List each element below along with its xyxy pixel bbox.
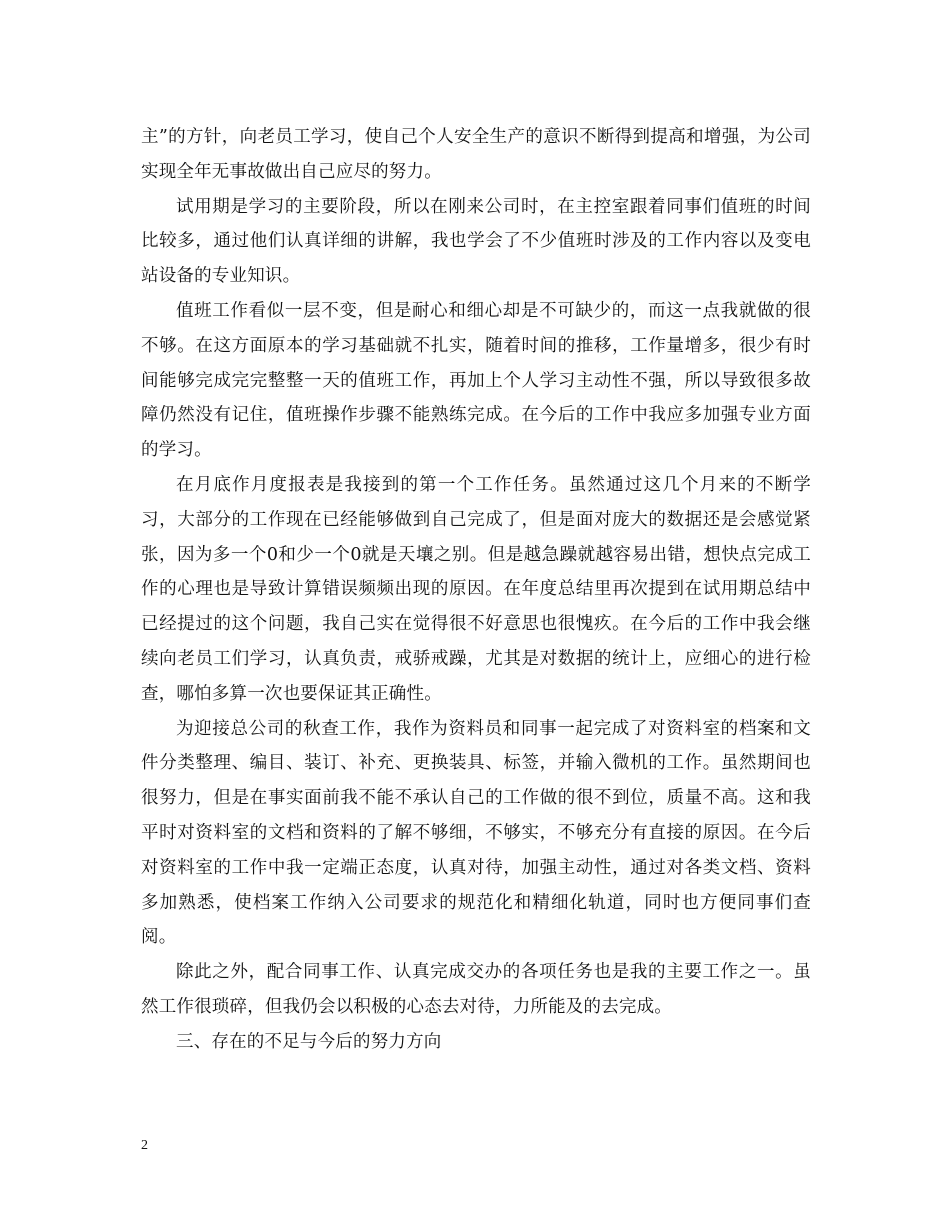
paragraph-3: 值班工作看似一层不变，但是耐心和细心却是不可缺少的，而这一点我就做的很不够。在这方面原本的学习基础就不扎实，随着时间的推移，工作量增多，很少有时间能够完成完完整整一天的值班工作，再加上个人学习主动性不强，所以导致很多故障仍然没有记住，值班操作步骤不能熟练完成。在今后的工作中我应多加强专业方面的学习。	[141, 300, 811, 461]
section-heading: 三、存在的不足与今后的努力方向	[176, 1031, 442, 1052]
page-number: 2	[141, 1138, 148, 1153]
paragraph-4: 在月底作月度报表是我接到的第一个工作任务。虽然通过这几个月来的不断学习，大部分的工作现在已经能够做到自己完成了，但是面对庞大的数据还是会感觉紧张，因为多一个0和少一个0就是天壤之别。但是越急躁就越容易出错，想快点完成工作的心理也是导致计算错误频频出现的原因。在年度总结里再次提到在试用期总结中已经提过的这个问题，我自己实在觉得很不好意思也很愧疚。在今后的工作中我会继续向老员工们学习，认真负责，戒骄戒躁，尤其是对数据的统计上，应细心的进行检查，哪怕多算一次也要保证其正确性。	[141, 474, 811, 704]
document-body	[141, 120, 811, 1060]
paragraph-2: 试用期是学习的主要阶段，所以在刚来公司时，在主控室跟着同事们值班的时间比较多，通过他们认真详细的讲解，我也学会了不少值班时涉及的工作内容以及变电站设备的专业知识。	[141, 196, 811, 287]
paragraph-6: 除此之外，配合同事工作、认真完成交办的各项任务也是我的主要工作之一。虽然工作很琐碎，但我仍会以积极的心态去对待，力所能及的去完成。	[141, 962, 811, 1017]
paragraph-1: 主”的方针，向老员工学习，使自己个人安全生产的意识不断得到提高和增强，为公司实现全年无事故做出自己应尽的努力。	[141, 127, 811, 182]
paragraph-5: 为迎接总公司的秋查工作，我作为资料员和同事一起完成了对资料室的档案和文件分类整理、编目、装订、补充、更换装具、标签，并输入微机的工作。虽然期间也很努力，但是在事实面前我不能不承认自己的工作做的很不到位，质量不高。这和我平时对资料室的文档和资料的了解不够细，不够实，不够充分有直接的原因。在今后对资料室的工作中我一定端正态度，认真对待，加强主动性，通过对各类文档、资料多加熟悉，使档案工作纳入公司要求的规范化和精细化轨道，同时也方便同事们查阅。	[141, 718, 811, 948]
